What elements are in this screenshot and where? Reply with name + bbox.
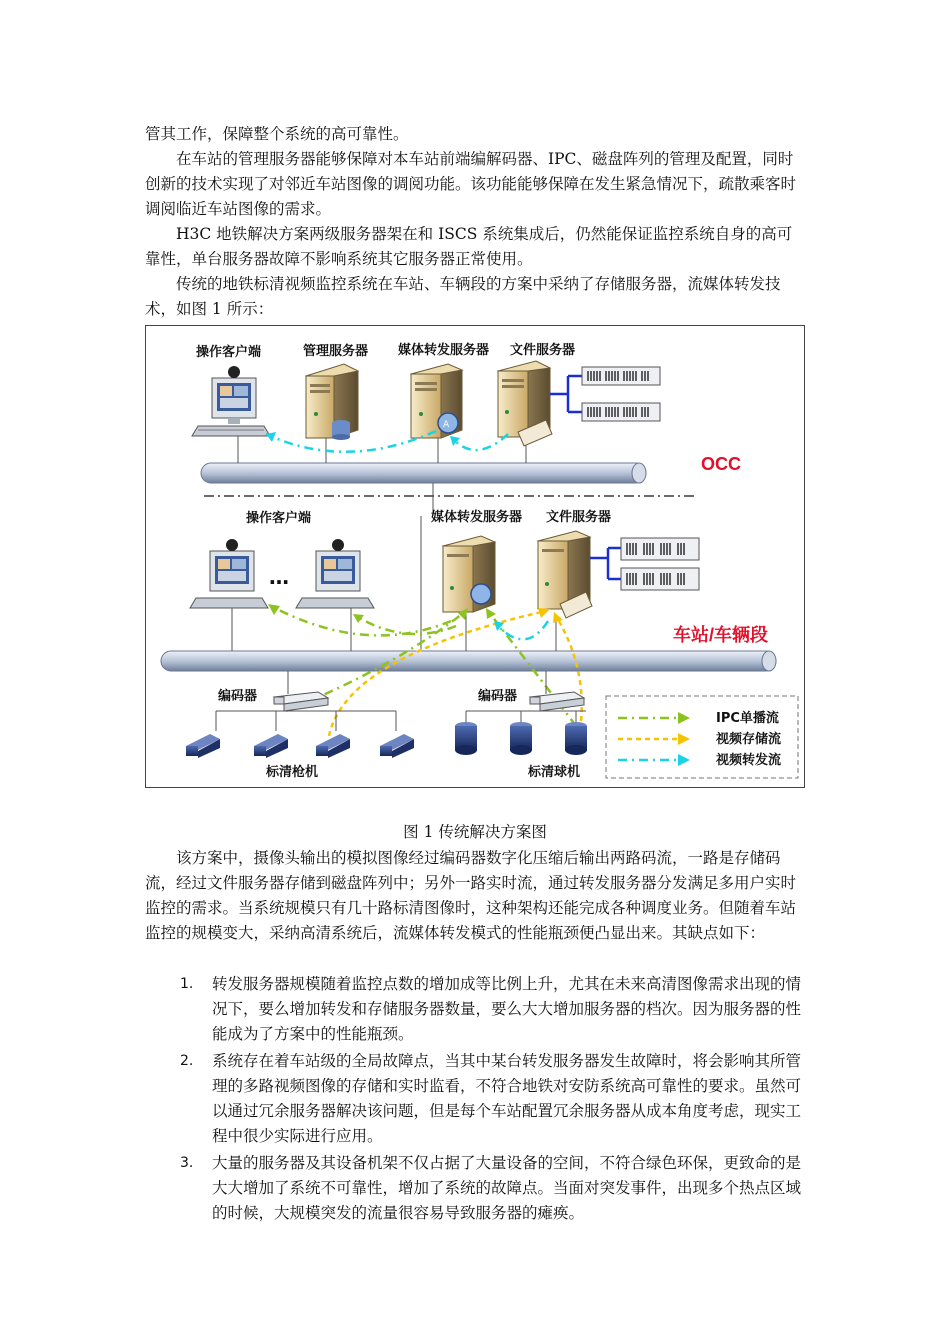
occ-label: OCC — [701, 454, 741, 474]
list-number: 2. — [180, 1053, 194, 1069]
list-text: 系统存在着车站级的全局故障点，当其中某台转发服务器发生故障时，将会影响其所管理的多路视频图像的存储和实时监看，不符合地铁对安防系统高可靠性的要求。虽然可以通过冗余服务器解决该问题，但是每个车站配置冗余服务器从成本角度考虑，现实工程中很少实际进行应用。 — [212, 1052, 802, 1145]
mid-client-label: 操作客户端 — [246, 511, 312, 526]
gun-camera-label: 标清枪机 — [266, 765, 319, 780]
top-file-server-label: 文件服务器 — [510, 343, 576, 358]
legend-video-forward: 视频转发流 — [716, 753, 782, 768]
gun-camera-icon-3 — [316, 734, 350, 758]
mid-client-workstation-icon-1 — [190, 539, 268, 608]
paragraph-h3c-solution: H3C 地铁解决方案两级服务器架在和 ISCS 系统集成后，仍然能保证监控系统自身的高可靠性，单台服务器故障不影响系统其它服务器正常使用。 — [145, 225, 793, 268]
drawbacks-list — [145, 972, 807, 1228]
top-mgmt-server-icon — [306, 364, 358, 440]
ipc-flow-to-client-2 — [356, 616, 456, 634]
legend-ipc-unicast: IPC单播流 — [716, 711, 779, 726]
occ-network-bus — [201, 463, 646, 483]
ipc-flow-to-client-1 — [271, 606, 451, 635]
list-text: 大量的服务器及其设备机架不仅占据了大量设备的空间，不符合绿色环保，更致命的是大大增加了系统不可靠性，增加了系统的故障点。当面对突发事件，出现多个热点区域的时候，大规模突发的流量很容易导致服务器的瘫痪。 — [212, 1154, 802, 1222]
gun-camera-icon-1 — [186, 734, 220, 758]
top-file-server-icon — [498, 361, 552, 446]
dome-camera-icon-2 — [510, 722, 532, 755]
list-number: 3. — [180, 1155, 194, 1171]
paragraph-scheme-analysis: 该方案中，摄像头输出的模拟图像经过编码器数字化压缩后输出两路码流，一路是存储码流，经过文件服务器存储到磁盘阵列中；另外一路实时流，通过转发服务器分发满足多用户实时监控的需求。当系统规模只有几十路标清图像时，这种架构还能完成各种调度业务。但随着车站监控的规模变大，采纳高清系统后，流媒体转发模式的性能瓶颈便凸显出来。其缺点如下： — [145, 849, 797, 942]
top-mgmt-server-label: 管理服务器 — [303, 344, 369, 359]
gun-camera-icon-4 — [380, 734, 414, 758]
encoder-left-label: 编码器 — [218, 689, 258, 704]
top-client-workstation-icon — [192, 366, 270, 436]
paragraph-management-server: 在车站的管理服务器能够保障对本车站前端编解码器、IPC、磁盘阵列的管理及配置，同时创新的技术实现了对邻近车站图像的调阅功能。该功能能够保障在发生紧急情况下，疏散乘客时调阅临近车站图像的需求。 — [145, 150, 797, 218]
list-number: 1. — [180, 976, 194, 992]
list-item — [145, 1049, 807, 1149]
mid-file-server-icon — [538, 531, 592, 618]
svg-text:A: A — [443, 420, 450, 430]
encoder-right-icon — [530, 692, 584, 711]
station-depot-label: 车站/车辆段 — [673, 625, 769, 645]
dome-camera-icon-3 — [565, 722, 587, 755]
top-media-server-label: 媒体转发服务器 — [398, 343, 490, 358]
network-diagram-figure — [145, 325, 805, 788]
paragraph-continued: 管其工作，保障整个系统的高可靠性。 — [145, 125, 409, 143]
station-network-bus — [161, 651, 776, 671]
list-item — [145, 972, 807, 1047]
legend-video-storage: 视频存储流 — [716, 732, 782, 747]
paragraph-traditional-intro: 传统的地铁标清视频监控系统在车站、车辆段的方案中采纳了存储服务器，流媒体转发技术，如图 1 所示： — [145, 275, 781, 318]
storage-flow-from-gun — [329, 611, 546, 736]
mid-disk-array-icon — [590, 538, 699, 590]
top-disk-array-icon — [550, 367, 660, 421]
top-client-label: 操作客户端 — [196, 345, 262, 360]
flow-legend — [606, 696, 798, 778]
top-media-server-icon — [411, 364, 462, 438]
encoder-right-label: 编码器 — [478, 689, 518, 704]
dome-camera-icon-1 — [455, 722, 477, 755]
client-ellipsis: … — [269, 565, 289, 589]
encoder-left-icon — [188, 692, 328, 711]
mid-client-workstation-icon-2 — [296, 539, 374, 608]
mid-media-server-icon — [443, 536, 495, 612]
list-item — [145, 1151, 807, 1226]
gun-camera-icon-2 — [254, 734, 288, 758]
dome-camera-label: 标清球机 — [528, 765, 581, 780]
list-text: 转发服务器规模随着监控点数的增加成等比例上升，尤其在未来高清图像需求出现的情况下，要么增加转发和存储服务器数量，要么大大增加服务器的档次。因为服务器的性能成为了方案中的性能瓶颈。 — [212, 975, 802, 1043]
mid-media-server-label: 媒体转发服务器 — [431, 510, 523, 525]
figure-caption: 图 1 传统解决方案图 — [403, 823, 547, 841]
mid-file-server-label: 文件服务器 — [546, 510, 612, 525]
